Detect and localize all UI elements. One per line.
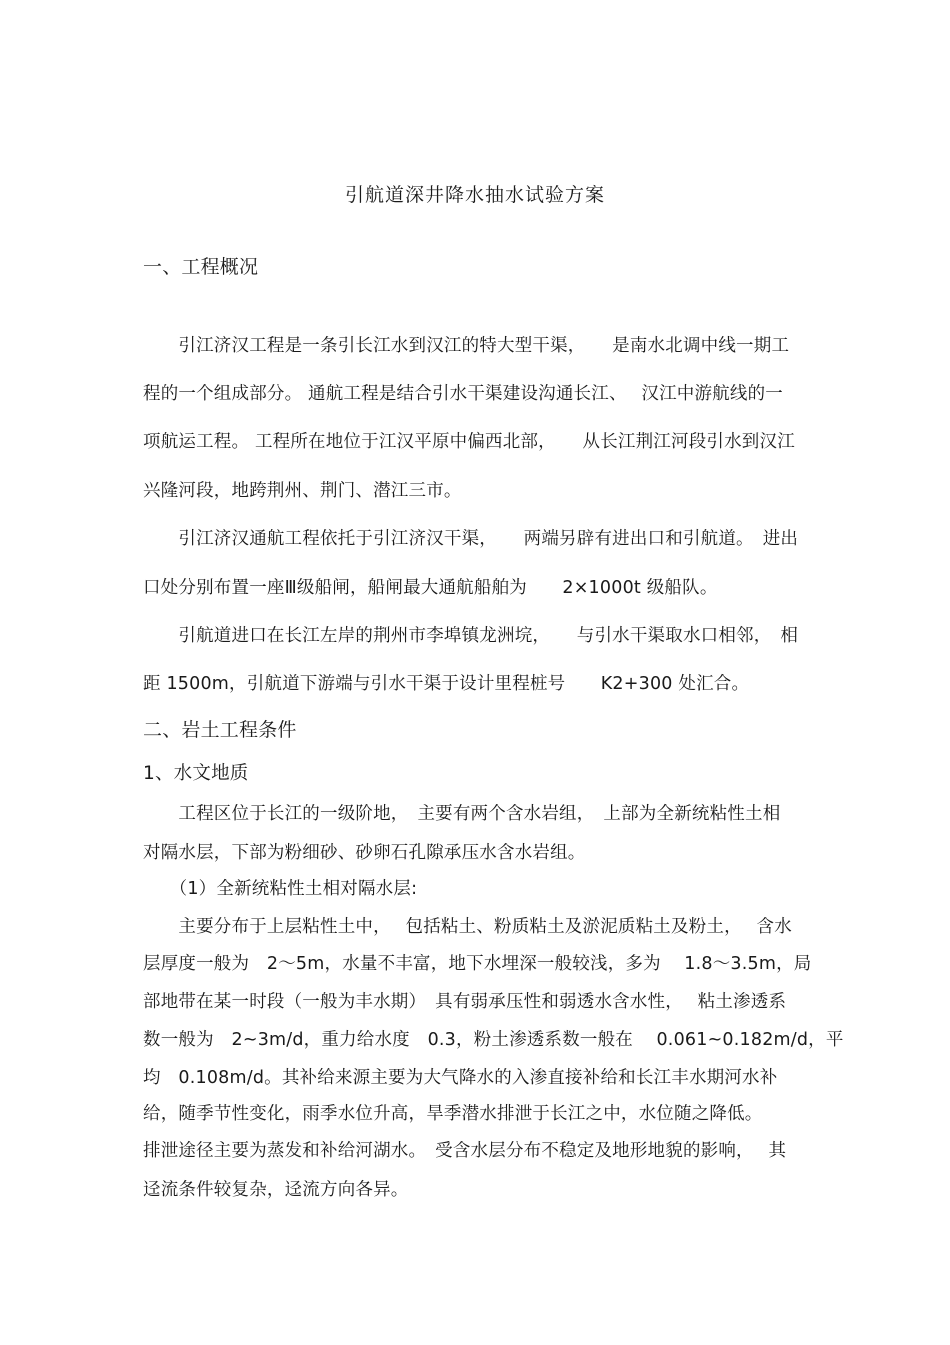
paragraph-line: 项航运工程。 工程所在地位于江汉平原中偏西北部， 从长江荆江河段引水到汉江 xyxy=(143,432,795,452)
paragraph-line: 排泄途径主要为蒸发和补给河湖水。 受含水层分布不稳定及地形地貌的影响， 其 xyxy=(143,1141,787,1161)
paragraph-line: 对隔水层，下部为粉细砂、砂卵石孔隙承压水含水岩组。 xyxy=(143,843,586,863)
paragraph-line: 给，随季节性变化，雨季水位升高，旱季潜水排泄于长江之中，水位随之降低。 xyxy=(143,1104,763,1124)
paragraph-line: 距 1500m，引航道下游端与引水干渠于设计里程桩号 K2+300 处汇合。 xyxy=(143,674,750,694)
paragraph-line: 口处分别布置一座Ⅲ级船闸，船闸最大通航船舶为 2×1000t 级船队。 xyxy=(143,578,718,598)
paragraph-line: 程的一个组成部分。 通航工程是结合引水干渠建设沟通长江、 汉江中游航线的一 xyxy=(143,384,783,404)
paragraph-line: 引江济汉通航工程依托于引江济汉干渠， 两端另辟有进出口和引航道。 进出 xyxy=(143,529,799,549)
paragraph-line: 工程区位于长江的一级阶地， 主要有两个含水岩组， 上部为全新统粘性土相 xyxy=(143,804,781,824)
paragraph-line: 引航道进口在长江左岸的荆州市李埠镇龙洲垸， 与引水干渠取水口相邻， 相 xyxy=(143,626,799,646)
paragraph-line: 兴隆河段，地跨荆州、荆门、潜江三市。 xyxy=(143,481,462,501)
paragraph-line: 引江济汉工程是一条引长江水到汉江的特大型干渠， 是南水北调中线一期工 xyxy=(143,336,790,356)
paragraph-line: 部地带在某一时段（一般为丰水期） 具有弱承压性和弱透水含水性， 粘土渗透系 xyxy=(143,992,787,1012)
paragraph-line: 均 0.108m/d。其补给来源主要为大气降水的入渗直接补给和长江丰水期河水补 xyxy=(143,1068,778,1088)
paragraph-line: （1）全新统粘性土相对隔水层: xyxy=(143,879,418,899)
paragraph-line: 数一般为 2~3m/d，重力给水度 0.3，粉土渗透系数一般在 0.061~0.182m/d，平 xyxy=(143,1030,844,1050)
paragraph-line: 迳流条件较复杂，迳流方向各异。 xyxy=(143,1180,409,1200)
subsection-heading-hydrogeology: 1、水文地质 xyxy=(143,763,249,784)
paragraph-line: 层厚度一般为 2～5m，水量不丰富，地下水埋深一般较浅，多为 1.8～3.5m，局 xyxy=(143,954,812,974)
document-title: 引航道深井降水抽水试验方案 xyxy=(344,184,605,206)
paragraph-line: 主要分布于上层粘性土中， 包括粘土、粉质粘土及淤泥质粘土及粉土， 含水 xyxy=(143,917,792,937)
section-heading-geotechnical: 二、岩土工程条件 xyxy=(143,719,297,741)
section-heading-overview: 一、工程概况 xyxy=(143,256,259,278)
